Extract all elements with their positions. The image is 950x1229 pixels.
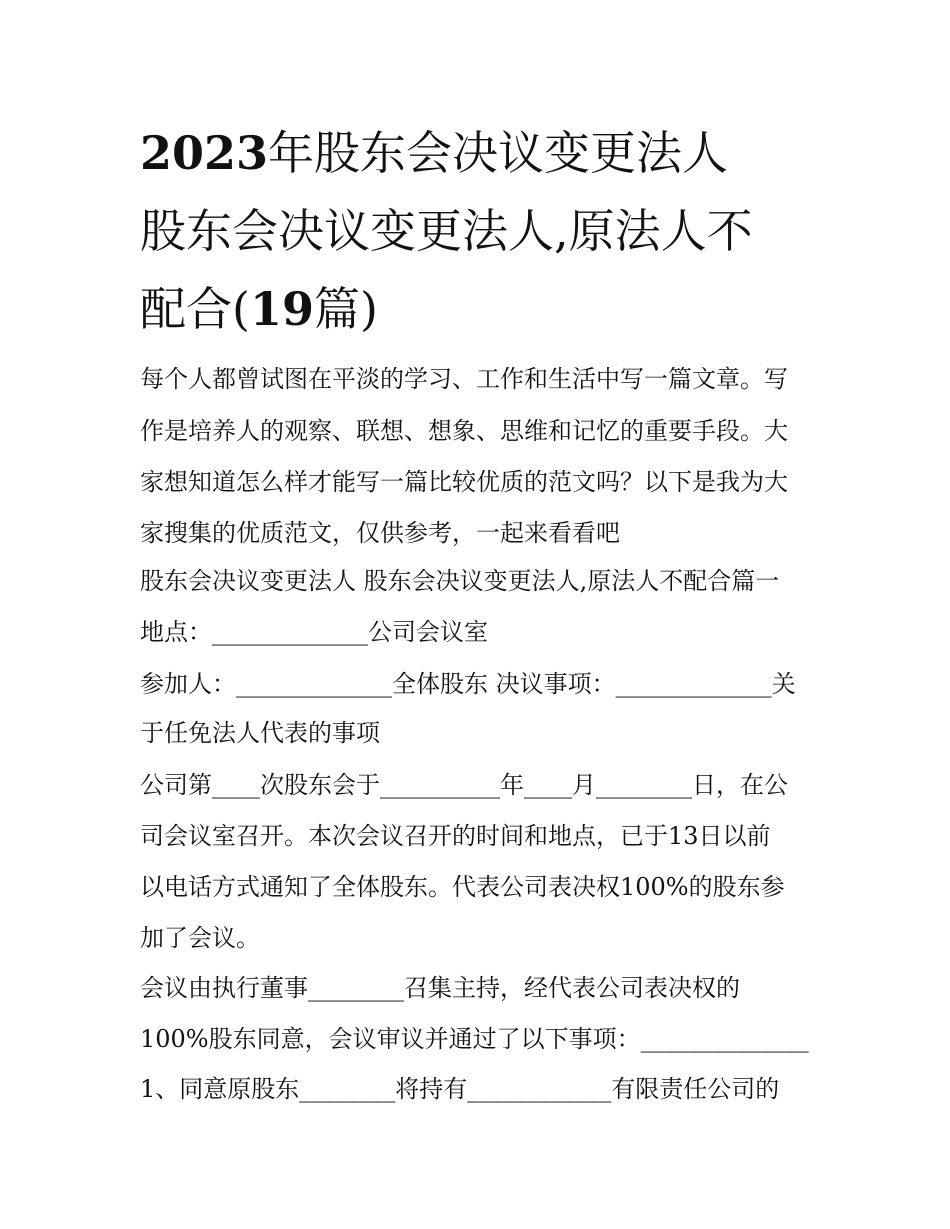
body-line: 每个人都曾试图在平淡的学习、工作和生活中写一篇文章。写 xyxy=(140,365,788,393)
title-line-3 xyxy=(140,282,840,336)
body-line: 参加人：_____________全体股东 决议事项：_____________关 xyxy=(140,670,796,698)
body-line: 地点：_____________公司会议室 xyxy=(140,618,488,646)
title-line-3-text: 配合( xyxy=(140,282,250,336)
body-line: 会议由执行董事________召集主持，经代表公司表决权的 xyxy=(140,974,740,1002)
body-line: 司会议室召开。本次会议召开的时间和地点，已于13日以前 xyxy=(140,822,771,850)
body-line: 1、同意原股东________将持有____________有限责任公司的 xyxy=(140,1075,780,1103)
body-line: 作是培养人的观察、联想、想象、思维和记忆的重要手段。大 xyxy=(140,417,788,445)
body-line: 加了会议。 xyxy=(140,924,260,952)
body-line: 100%股东同意，会议审议并通过了以下事项：______________ xyxy=(140,1025,809,1053)
title-year: 2023 xyxy=(140,126,269,180)
section-heading: 股东会决议变更法人 股东会决议变更法人,原法人不配合篇一 xyxy=(140,567,780,595)
body-line: 于任免法人代表的事项 xyxy=(140,719,380,747)
body-line: 公司第____次股东会于__________年____月________日，在公 xyxy=(140,771,788,799)
title-line-1-text: 年股东会决议变更法人 xyxy=(268,126,729,180)
title-line-3-suffix: 篇) xyxy=(313,282,378,336)
title-line-1 xyxy=(140,126,840,180)
body-line: 家搜集的优质范文，仅供参考，一起来看看吧 xyxy=(140,519,620,547)
title-count: 19 xyxy=(249,282,314,336)
body-line: 以电话方式通知了全体股东。代表公司表决权100%的股东参 xyxy=(140,873,785,901)
body-line: 家想知道怎么样才能写一篇比较优质的范文吗？以下是我为大 xyxy=(140,468,788,496)
title-line-2: 股东会决议变更法人,原法人不 xyxy=(140,204,753,258)
